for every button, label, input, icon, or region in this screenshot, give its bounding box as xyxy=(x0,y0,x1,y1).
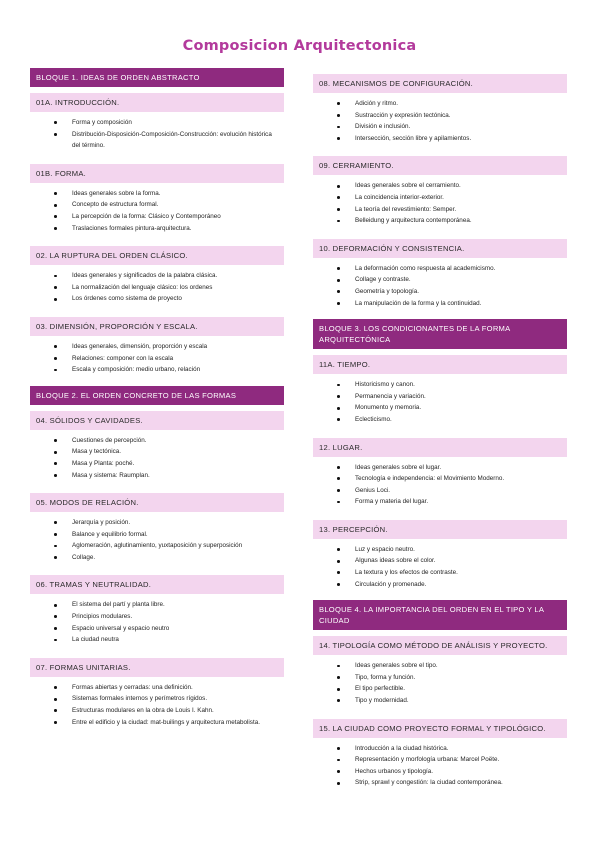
list-item: Historicismo y canon. xyxy=(355,379,567,391)
section-heading-03-dimension-proporcion-y-escala: 03. DIMENSIÓN, PROPORCIÓN Y ESCALA. xyxy=(30,317,284,336)
section-heading-10-deformacion-y-consistencia: 10. DEFORMACIÓN Y CONSISTENCIA. xyxy=(313,239,567,258)
section-list xyxy=(313,655,567,712)
list-item: Distribución-Disposición-Composición-Construcción: evolución histórica del término. xyxy=(72,129,284,152)
list-item: Masa y Planta: poché. xyxy=(72,458,284,470)
list-item: Ideas generales, dimensión, proporción y escala xyxy=(72,341,284,353)
list-item: Cuestiones de percepción. xyxy=(72,435,284,447)
block-heading-bloque-2-el-orden-concreto-de-las-formas: BLOQUE 2. EL ORDEN CONCRETO DE LAS FORMAS xyxy=(30,386,284,405)
section-list xyxy=(313,374,567,431)
list-item: Introducción a la ciudad histórica. xyxy=(355,743,567,755)
section-list xyxy=(313,93,567,150)
section-list xyxy=(30,112,284,158)
list-item: Entre el edificio y la ciudad: mat-builings y arquitectura metabolista. xyxy=(72,717,284,729)
list-item: Jerarquía y posición. xyxy=(72,517,284,529)
list-item: División e inclusión. xyxy=(355,121,567,133)
list-item: Principios modulares. xyxy=(72,611,284,623)
list-item: Geometría y topología. xyxy=(355,286,567,298)
list-item: Sustracción y expresión tectónica. xyxy=(355,110,567,122)
list-item: Balance y equilibrio formal. xyxy=(72,529,284,541)
block-heading-bloque-4-la-importancia-del-orden-en-el-: BLOQUE 4. LA IMPORTANCIA DEL ORDEN EN EL TIPO Y LA CIUDAD xyxy=(313,600,567,630)
right-column xyxy=(313,68,567,795)
list-item: Permanencia y variación. xyxy=(355,391,567,403)
list-item: Forma y composición xyxy=(72,117,284,129)
list-item: Concepto de estructura formal. xyxy=(72,199,284,211)
list-item: Genius Loci. xyxy=(355,485,567,497)
list-item: La manipulación de la forma y la continuidad. xyxy=(355,298,567,310)
section-list xyxy=(30,265,284,311)
list-item: Traslaciones formales pintura-arquitectura. xyxy=(72,223,284,235)
list-item: La ciudad neutra xyxy=(72,634,284,646)
list-item: Ideas generales sobre el cerramiento. xyxy=(355,180,567,192)
list-item: Adición y ritmo. xyxy=(355,98,567,110)
list-item: Escala y composición: medio urbano, relación xyxy=(72,364,284,376)
list-item: Formas abiertas y cerradas: una definición. xyxy=(72,682,284,694)
section-heading-08-mecanismos-de-configuracion: 08. MECANISMOS DE CONFIGURACIÓN. xyxy=(313,74,567,93)
list-item: Belleidung y arquitectura contemporánea. xyxy=(355,215,567,227)
list-item: Intersección, sección libre y apilamientos. xyxy=(355,133,567,145)
list-item: Strip, sprawl y congestión: la ciudad contemporánea. xyxy=(355,777,567,789)
list-item: La textura y los efectos de contraste. xyxy=(355,567,567,579)
list-item: Hechos urbanos y tipología. xyxy=(355,766,567,778)
page-title: Composicion Arquitectonica xyxy=(182,38,417,54)
list-item: Espacio universal y espacio neutro xyxy=(72,623,284,635)
list-item: Collage y contraste. xyxy=(355,274,567,286)
list-item: Relaciones: componer con la escala xyxy=(72,353,284,365)
section-heading-12-lugar: 12. LUGAR. xyxy=(313,438,567,457)
list-item: Representación y morfología urbana: Marcel Poëte. xyxy=(355,754,567,766)
list-item: Algunas ideas sobre el color. xyxy=(355,555,567,567)
list-item: La teoría del revestimiento: Semper. xyxy=(355,204,567,216)
list-item: Collage. xyxy=(72,552,284,564)
section-heading-09-cerramiento: 09. CERRAMIENTO. xyxy=(313,156,567,175)
list-item: Aglomeración, aglutinamiento, yuxtaposición y superposición xyxy=(72,540,284,552)
list-item: Eclecticismo. xyxy=(355,414,567,426)
section-heading-02-la-ruptura-del-orden-clasico: 02. LA RUPTURA DEL ORDEN CLÁSICO. xyxy=(30,246,284,265)
list-item: Ideas generales sobre el tipo. xyxy=(355,660,567,672)
list-item: Ideas generales y significados de la palabra clásica. xyxy=(72,270,284,282)
section-heading-14-tipologia-como-metodo-de-analisis-y-p: 14. TIPOLOGÍA COMO MÉTODO DE ANÁLISIS Y PROYECTO. xyxy=(313,636,567,655)
section-heading-06-tramas-y-neutralidad: 06. TRAMAS Y NEUTRALIDAD. xyxy=(30,575,284,594)
list-item: Ideas generales sobre la forma. xyxy=(72,188,284,200)
list-item: Tipo, forma y función. xyxy=(355,672,567,684)
list-item: La deformación como respuesta al academicismo. xyxy=(355,263,567,275)
section-list xyxy=(30,594,284,651)
list-item: La percepción de la forma: Clásico y Contemporáneo xyxy=(72,211,284,223)
section-list xyxy=(313,258,567,315)
list-item: Masa y tectónica. xyxy=(72,446,284,458)
section-list xyxy=(30,430,284,487)
section-list xyxy=(30,183,284,240)
list-item: Ideas generales sobre el lugar. xyxy=(355,462,567,474)
section-heading-04-solidos-y-cavidades: 04. SÓLIDOS Y CAVIDADES. xyxy=(30,411,284,430)
section-list xyxy=(30,512,284,569)
section-heading-01b-forma: 01B. FORMA. xyxy=(30,164,284,183)
list-item: Forma y materia del lugar. xyxy=(355,496,567,508)
section-heading-05-modos-de-relacion: 05. MODOS DE RELACIÓN. xyxy=(30,493,284,512)
list-item: Tipo y modernidad. xyxy=(355,695,567,707)
list-item: Sistemas formales internos y perímetros rígidos. xyxy=(72,693,284,705)
section-list xyxy=(313,539,567,596)
section-list xyxy=(30,677,284,734)
list-item: Luz y espacio neutro. xyxy=(355,544,567,556)
block-heading-bloque-3-los-condicionantes-de-la-forma-: BLOQUE 3. LOS CONDICIONANTES DE LA FORMA ARQUITECTÓNICA xyxy=(313,319,567,349)
list-item: Tecnología e independencia: el Movimiento Moderno. xyxy=(355,473,567,485)
section-list xyxy=(313,175,567,232)
section-heading-01a-introduccion: 01A. INTRODUCCIÓN. xyxy=(30,93,284,112)
list-item: Circulación y promenade. xyxy=(355,579,567,591)
section-heading-15-la-ciudad-como-proyecto-formal-y-tipo: 15. LA CIUDAD COMO PROYECTO FORMAL Y TIPOLÓGICO. xyxy=(313,719,567,738)
list-item: Los órdenes como sistema de proyecto xyxy=(72,293,284,305)
section-list xyxy=(313,738,567,795)
list-item: La normalización del lenguaje clásico: los ordenes xyxy=(72,282,284,294)
list-item: Estructuras modulares en la obra de Louis I. Kahn. xyxy=(72,705,284,717)
block-heading-bloque-1-ideas-de-orden-abstracto: BLOQUE 1. IDEAS DE ORDEN ABSTRACTO xyxy=(30,68,284,87)
section-list xyxy=(30,336,284,382)
section-list xyxy=(313,457,567,514)
section-heading-11a-tiempo: 11A. TIEMPO. xyxy=(313,355,567,374)
section-heading-07-formas-unitarias: 07. FORMAS UNITARIAS. xyxy=(30,658,284,677)
list-item: La coincidencia interior-exterior. xyxy=(355,192,567,204)
section-heading-13-percepcion: 13. PERCEPCIÓN. xyxy=(313,520,567,539)
list-item: Monumento y memoria. xyxy=(355,402,567,414)
left-column xyxy=(30,68,284,734)
list-item: El sistema del partí y planta libre. xyxy=(72,599,284,611)
list-item: El tipo perfectible. xyxy=(355,683,567,695)
list-item: Masa y sistema: Raumplan. xyxy=(72,470,284,482)
